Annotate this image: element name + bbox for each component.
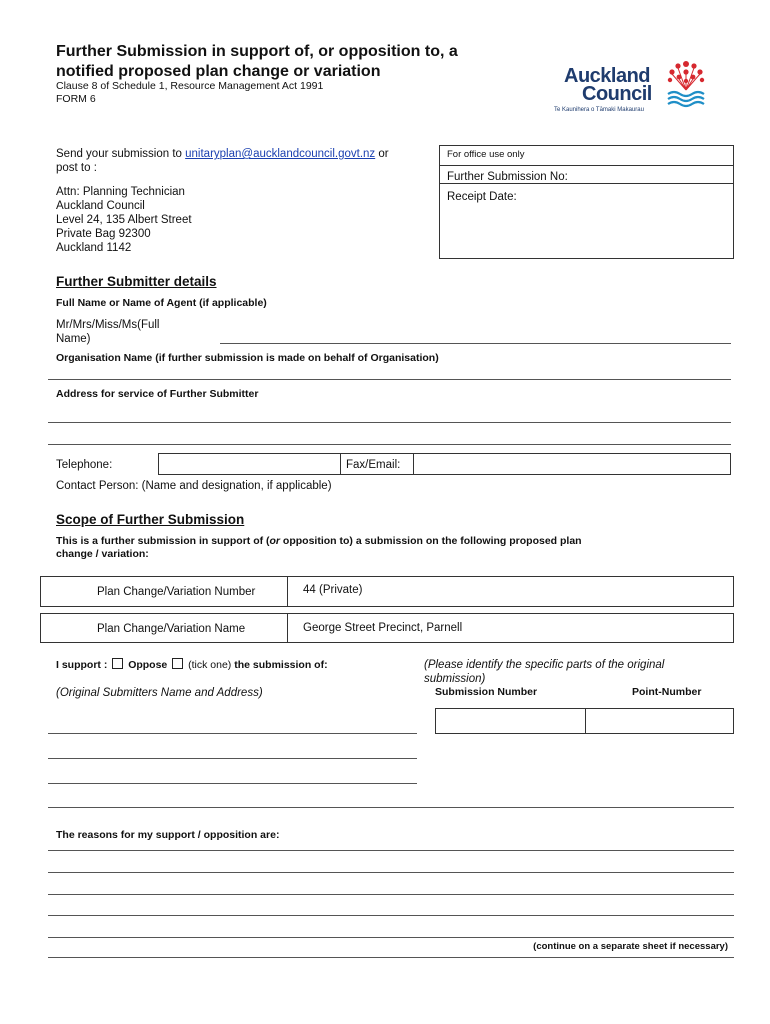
scope-heading: Scope of Further Submission (56, 512, 245, 527)
auckland-council-logo (552, 58, 722, 118)
telephone-input[interactable] (158, 453, 341, 475)
reasons-line3[interactable] (48, 894, 734, 895)
fax-label-cell (340, 453, 414, 475)
receipt-date: Receipt Date: (447, 191, 517, 203)
clause-text: Clause 8 of Schedule 1, Resource Management Act 1991 (56, 80, 324, 92)
form-title-line1: Further Submission in support of, or opposition to, a (56, 43, 458, 60)
scope-intro-b: opposition to) a submission on the following proposed plan (280, 535, 582, 547)
reasons-line5[interactable] (48, 937, 734, 938)
original-submitter-line3[interactable] (48, 783, 417, 784)
send-suffix: or (378, 148, 389, 160)
address-attn: Attn: Planning Technician (56, 186, 185, 198)
title-label-line2: Name) (56, 333, 91, 345)
plan-name-label: Plan Change/Variation Name (97, 623, 246, 635)
support-checkbox[interactable] (112, 658, 123, 669)
scope-intro (56, 535, 582, 561)
identify-line2: submission) (424, 673, 486, 685)
telephone-label: Telephone: (56, 459, 113, 471)
original-submitter-label: (Original Submitters Name and Address) (56, 687, 263, 699)
further-submission-no: Further Submission No: (447, 171, 568, 183)
submission-number-input[interactable] (435, 708, 586, 734)
point-number-label: Point-Number (632, 686, 702, 698)
address-org: Auckland Council (56, 200, 145, 212)
organisation-label: Organisation Name (if further submission is made on behalf of Organisation) (56, 352, 439, 364)
form-title (56, 42, 458, 82)
submission-of-text: the submission of: (234, 659, 328, 671)
title-label (56, 318, 159, 346)
address-label: Address for service of Further Submitter (56, 388, 259, 400)
continue-note: (continue on a separate sheet if necessary) (533, 941, 728, 952)
original-submitter-line2[interactable] (48, 758, 417, 759)
logo-word-auckland: Auckland (564, 65, 651, 87)
postal-address (56, 185, 192, 255)
send-prefix: Send your submission to (56, 148, 182, 160)
oppose-label: Oppose (128, 659, 168, 671)
scope-intro-line2: change / variation: (56, 548, 149, 560)
title-label-line1: Mr/Mrs/Miss/Ms(Full (56, 319, 160, 331)
plan-number-value[interactable]: 44 (Private) (303, 584, 363, 596)
office-use-box (439, 145, 734, 259)
plan-name-row (40, 613, 734, 643)
reasons-line1[interactable] (48, 850, 734, 851)
oppose-checkbox[interactable] (172, 658, 183, 669)
scope-intro-a: This is a further submission in support of ( (56, 535, 270, 547)
fax-email-input[interactable] (413, 453, 731, 475)
address-field-line2[interactable] (48, 444, 731, 445)
send-instructions (56, 147, 389, 161)
email-link[interactable]: unitaryplan@aucklandcouncil.govt.nz (185, 148, 376, 160)
address-bag: Private Bag 92300 (56, 228, 151, 240)
address-street: Level 24, 135 Albert Street (56, 214, 192, 226)
submitter-heading: Further Submitter details (56, 274, 217, 289)
address-field-line1[interactable] (48, 422, 731, 423)
section-divider (48, 807, 734, 808)
support-oppose-row (56, 658, 328, 672)
logo-tagline: Te Kaunihera o Tāmaki Makaurau (554, 107, 644, 113)
reasons-line4[interactable] (48, 915, 734, 916)
reasons-label: The reasons for my support / opposition are: (56, 829, 280, 841)
office-use-caption: For office use only (447, 149, 525, 160)
support-label: I support (56, 659, 101, 671)
identify-line1: (Please identify the specific parts of the original (424, 659, 665, 671)
fax-label: Fax/Email: (346, 459, 401, 471)
form-number: FORM 6 (56, 93, 96, 105)
full-name-label: Full Name or Name of Agent (if applicable) (56, 297, 267, 309)
plan-number-label: Plan Change/Variation Number (97, 586, 256, 598)
pohutukawa-flower-icon (662, 58, 710, 108)
original-submitter-line1[interactable] (48, 733, 417, 734)
address-city: Auckland 1142 (56, 242, 132, 254)
scope-intro-or: or (269, 535, 281, 547)
point-number-input[interactable] (585, 708, 734, 734)
reasons-line6[interactable] (48, 957, 734, 958)
post-to: post to : (56, 162, 97, 174)
contact-person-label: Contact Person: (Name and designation, if applicable) (56, 480, 332, 492)
form-title-line2: notified proposed plan change or variation (56, 63, 381, 80)
plan-number-row (40, 576, 734, 607)
identify-parts-note (424, 658, 664, 686)
full-name-field[interactable] (220, 343, 731, 344)
support-colon: : (103, 659, 108, 671)
logo-word-council: Council (582, 83, 652, 105)
reasons-line2[interactable] (48, 872, 734, 873)
tick-one-text: (tick one) (188, 659, 232, 671)
plan-name-value[interactable]: George Street Precinct, Parnell (303, 622, 463, 634)
submission-number-label: Submission Number (435, 686, 538, 698)
organisation-field[interactable] (48, 379, 731, 380)
